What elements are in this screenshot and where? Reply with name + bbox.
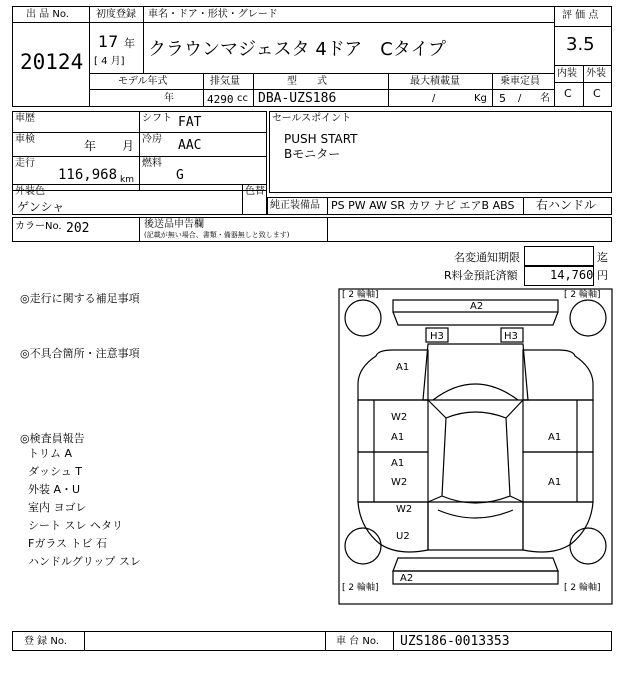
rule	[89, 73, 554, 74]
left-front-door	[358, 400, 428, 452]
shift-label: シフト	[142, 113, 172, 124]
fuel-value: G	[176, 168, 184, 183]
rear-left-fender	[358, 502, 428, 552]
capacity-value: 5	[499, 92, 506, 105]
color-number-value: 202	[66, 221, 90, 236]
mark-left-rear-fender-1: W2	[396, 504, 413, 515]
right-front-door	[523, 400, 593, 452]
rule	[12, 156, 267, 157]
exterior-color-value: ゲンシャ	[17, 200, 65, 214]
mark-left-rear-fender-2: U2	[396, 531, 410, 542]
mark-rear-bumper: A2	[400, 573, 414, 584]
trunk-outline	[428, 502, 523, 550]
tire-rear-left-icon	[345, 528, 381, 564]
rule	[325, 631, 326, 651]
car-damage-diagram	[338, 288, 614, 606]
fuel-label: 燃料	[142, 158, 162, 169]
hood-outline	[423, 344, 528, 400]
rear-bumper-outline	[393, 571, 558, 584]
rule	[554, 6, 555, 107]
registration-year: 17	[98, 32, 119, 51]
mileage-value: 116,968	[58, 167, 118, 183]
color-change-label: 色替	[245, 186, 265, 197]
max-load-label: 最大積載量	[410, 76, 460, 87]
color-number-label: カラーNo.	[15, 221, 62, 232]
rule	[253, 73, 254, 107]
diagram-frame	[339, 289, 612, 604]
score-label: 評 価 点	[562, 10, 599, 21]
inspector-report-heading: ◎検査員報告	[20, 432, 85, 445]
person-unit: 名	[540, 93, 550, 104]
rule	[242, 184, 243, 215]
displacement-label: 排気量	[210, 76, 240, 87]
capacity-label: 乗車定員	[500, 76, 540, 87]
footer-frame	[12, 631, 612, 651]
defect-notes-heading: ◎不具合箇所・注意事項	[20, 347, 140, 360]
registration-month: [ 4 月]	[94, 56, 125, 67]
displacement: 4290	[207, 93, 234, 106]
mark-hood: A1	[396, 362, 410, 373]
inspector-item: トリム A	[28, 447, 73, 460]
color-number-frame	[12, 217, 612, 242]
rear-bumper-upper	[393, 558, 558, 571]
front-right-fender	[523, 350, 593, 400]
mark-right-rear-door: A1	[548, 477, 562, 488]
rule	[393, 631, 394, 651]
svg-text:[ 2 輪軸]: [ 2 輪軸]	[342, 290, 379, 300]
svg-text:[ 2 輪軸]: [ 2 輪軸]	[342, 583, 379, 593]
tire-front-left-icon	[345, 300, 381, 336]
aftermarket-note: (記載が無い場合、書類・備器無しと致します)	[144, 231, 290, 239]
kg-unit: Kg	[474, 93, 487, 104]
mileage-label: 走行	[15, 158, 35, 169]
model-year-unit: 年	[164, 93, 174, 104]
model-year-label: モデル年式	[118, 76, 168, 87]
rule	[583, 65, 584, 107]
model-code: DBA-UZS186	[258, 91, 337, 106]
tire-rear-right-icon	[570, 528, 606, 564]
cc-unit: cc	[237, 93, 248, 104]
mark-left-front-door-2: A1	[391, 432, 405, 443]
recycle-fee-unit: 円	[597, 269, 608, 282]
sales-point-1: PUSH START	[284, 132, 358, 146]
capacity-separator: /	[518, 93, 522, 104]
km-unit: km	[120, 175, 134, 185]
roof-outline	[442, 412, 510, 503]
mark-left-front-door-1: W2	[391, 412, 408, 423]
rule	[89, 89, 554, 90]
front-bumper-lower	[393, 312, 558, 325]
model-type-label: 型 式	[287, 76, 327, 87]
steering-position: 右ハンドル	[536, 198, 597, 212]
rule	[84, 631, 85, 651]
recycle-fee-amount: 14,760	[550, 268, 594, 282]
rule	[143, 6, 144, 73]
rule	[89, 22, 554, 23]
mark-front-bumper: A2	[470, 301, 484, 312]
name-change-deadline-label: 名変通知期限	[454, 251, 520, 264]
tire-front-right-icon	[570, 300, 606, 336]
windshield-curve	[433, 384, 518, 400]
rule	[523, 197, 524, 215]
aftermarket-label: 後送品申告欄	[144, 219, 204, 230]
rule	[388, 73, 389, 107]
sales-point-label: セールスポイント	[272, 113, 352, 124]
mark-headlight-right: H3	[504, 331, 518, 342]
score-value: 3.5	[566, 34, 595, 55]
chassis-number: UZS186-0013353	[400, 634, 510, 649]
interior-grade: C	[564, 87, 572, 100]
rule	[139, 217, 140, 242]
car-name: クラウンマジェスタ 4ドア Cタイプ	[148, 39, 446, 60]
rule	[203, 73, 204, 107]
year-unit: 年	[124, 37, 135, 50]
car-name-label: 車名・ドア・形状・グレード	[148, 9, 278, 20]
registration-number-label: 登 録 No.	[24, 636, 67, 647]
equipment-label: 純正装備品	[270, 200, 320, 211]
inspector-item: Fガラス トビ 石	[28, 537, 107, 550]
inspector-item: ダッシュ T	[28, 465, 82, 478]
recycle-fee-label: R料金預託済額	[444, 269, 518, 282]
mark-right-front-door: A1	[548, 432, 562, 443]
exterior-label: 外装	[586, 68, 606, 79]
rule	[492, 73, 493, 107]
exterior-color-label: 外装色	[15, 186, 45, 197]
interior-label: 内装	[557, 68, 577, 79]
aircon-value: AAC	[178, 138, 202, 153]
lot-number: 20124	[20, 50, 84, 74]
inspector-item: シート スレ ヘタリ	[28, 519, 123, 532]
rule	[12, 132, 267, 133]
rule	[327, 217, 328, 242]
inspector-item: 外装 A・U	[28, 483, 81, 496]
mark-headlight-left: H3	[430, 331, 444, 342]
rule	[327, 197, 328, 215]
equipment-value: PS PW AW SR カワ ナビ エアB ABS	[331, 199, 515, 212]
mark-left-rear-door-1: A1	[391, 458, 405, 469]
inspection-month-unit: 月	[122, 139, 135, 153]
lot-number-label: 出 品 No.	[26, 9, 69, 20]
driving-notes-heading: ◎走行に関する補足事項	[20, 292, 140, 305]
mark-left-rear-door-2: W2	[391, 477, 408, 488]
svg-text:[ 2 輪軸]: [ 2 輪軸]	[564, 583, 601, 593]
rule	[139, 111, 140, 191]
aircon-label: 冷房	[142, 134, 162, 145]
name-change-deadline-box	[524, 246, 594, 266]
inspection-label: 車検	[15, 134, 35, 145]
inspector-item: 室内 ヨゴレ	[28, 501, 87, 514]
rule	[554, 26, 612, 27]
chassis-number-label: 車 台 No.	[336, 636, 379, 647]
rear-right-fender	[523, 502, 593, 552]
shift-value: FAT	[178, 115, 202, 130]
first-registration-label: 初度登録	[96, 9, 136, 20]
front-left-fender	[358, 350, 428, 400]
svg-text:[ 2 輪軸]: [ 2 輪軸]	[564, 290, 601, 300]
rule	[12, 22, 89, 23]
inspection-year-unit: 年	[84, 139, 97, 153]
history-label: 車歴	[15, 113, 35, 124]
inspector-item: ハンドルグリップ スレ	[28, 555, 141, 568]
deadline-unit: 迄	[597, 251, 608, 264]
max-load-value: /	[432, 93, 436, 104]
sales-point-2: Bモニター	[284, 147, 341, 161]
exterior-grade: C	[593, 87, 601, 100]
rear-window-curve	[438, 510, 513, 518]
